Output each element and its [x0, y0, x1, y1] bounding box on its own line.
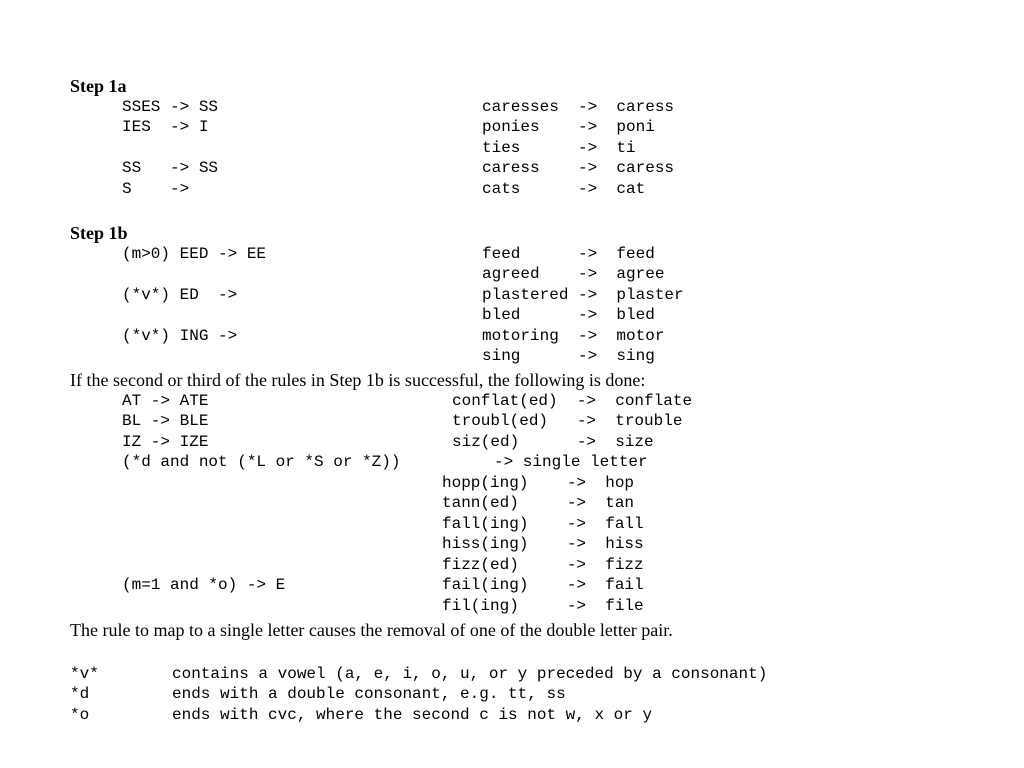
single-letter-example: tann(ed) -> tan	[442, 494, 635, 512]
step-1b-heading: Step 1b	[70, 223, 128, 243]
step-1b-example: feed -> feed	[482, 245, 655, 263]
definition-term: *v*	[70, 665, 99, 683]
definition-term: *d	[70, 685, 90, 703]
followup-intro: If the second or third of the rules in Step 1b is successful, the following is done:	[70, 370, 646, 390]
step-1b-rule: (m>0) EED -> EE	[122, 245, 267, 263]
step-1b-example: bled -> bled	[482, 306, 655, 324]
followup-rule: IZ -> IZE	[122, 433, 209, 451]
single-letter-note: The rule to map to a single letter causes the removal of one of the double letter pair.	[70, 620, 673, 640]
step-1b-example: plastered -> plaster	[482, 286, 684, 304]
step-1a-example: cats -> cat	[482, 180, 646, 198]
step-1a-rule: SSES -> SS	[122, 98, 219, 116]
single-letter-example: fil(ing) -> file	[442, 597, 644, 615]
step-1a-rule: IES -> I	[122, 118, 209, 136]
followup-rule: BL -> BLE	[122, 412, 209, 430]
step-1a-heading: Step 1a	[70, 76, 127, 96]
single-letter-rule: (*d and not (*L or *S or *Z))	[122, 453, 401, 471]
definition-desc: contains a vowel (a, e, i, o, u, or y preceded by a consonant)	[172, 665, 768, 683]
definition-term: *o	[70, 706, 90, 724]
definition-desc: ends with cvc, where the second c is not w, x or y	[172, 706, 653, 724]
single-letter-result: -> single letter	[494, 453, 648, 471]
followup-example: siz(ed) -> size	[452, 433, 654, 451]
step-1a-example: caress -> caress	[482, 159, 675, 177]
single-letter-example: fail(ing) -> fail	[442, 576, 644, 594]
definition-desc: ends with a double consonant, e.g. tt, ss	[172, 685, 566, 703]
step-1b-rule: (*v*) ING ->	[122, 327, 238, 345]
followup-example: conflat(ed) -> conflate	[452, 392, 693, 410]
step-1a-example: ties -> ti	[482, 139, 636, 157]
e-rule: (m=1 and *o) -> E	[122, 576, 286, 594]
single-letter-example: hopp(ing) -> hop	[442, 474, 635, 492]
single-letter-example: fall(ing) -> fall	[442, 515, 644, 533]
step-1a-example: caresses -> caress	[482, 98, 675, 116]
followup-rule: AT -> ATE	[122, 392, 209, 410]
single-letter-example: fizz(ed) -> fizz	[442, 556, 644, 574]
step-1b-example: sing -> sing	[482, 347, 655, 365]
followup-example: troubl(ed) -> trouble	[452, 412, 683, 430]
step-1a-rule: SS -> SS	[122, 159, 219, 177]
single-letter-example: hiss(ing) -> hiss	[442, 535, 644, 553]
step-1a-rule: S ->	[122, 180, 190, 198]
step-1a-example: ponies -> poni	[482, 118, 655, 136]
step-1b-example: motoring -> motor	[482, 327, 665, 345]
step-1b-rule: (*v*) ED ->	[122, 286, 238, 304]
step-1b-example: agreed -> agree	[482, 265, 665, 283]
